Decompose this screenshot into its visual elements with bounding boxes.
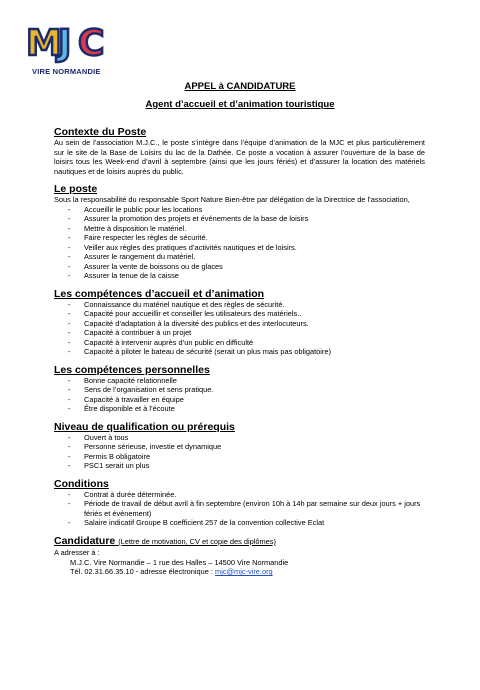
logo-letter-m: M — [26, 23, 62, 64]
list-item: - Capacité pour accueillir et conseiller les utilisateurs des matériels.. — [68, 309, 425, 319]
candidature-note: (Lettre de motivation, CV et copie des diplômes) — [118, 536, 276, 546]
section-heading-candidature: Candidature — [54, 534, 116, 547]
list-item: - Salaire indicatif Groupe B coefficient 257 de la convention collective Eclat — [68, 518, 425, 528]
poste-list — [68, 205, 425, 281]
list-item: - Personne sérieuse, investie et dynamique — [68, 442, 425, 452]
email-link[interactable]: mjc@mjc-vire.org — [215, 567, 273, 577]
job-title: Agent d’accueil et d’animation touristique — [145, 99, 335, 110]
list-item: - Être disponible et à l’écoute — [68, 404, 425, 414]
list-item: - Bonne capacité relationnelle — [68, 376, 425, 386]
competences-personnelles-list — [68, 376, 425, 414]
list-item: - Capacité à travailler en équipe — [68, 395, 425, 405]
section-heading-contexte: Contexte du Poste — [54, 126, 147, 138]
list-item: - Assurer la vente de boissons ou de glaces — [68, 262, 425, 272]
postal-address: M.J.C. Vire Normandie – 1 rue des Halles – 14500 Vire Normandie — [70, 557, 289, 567]
list-item: - Faire respecter les règles de sécurité. — [68, 233, 425, 243]
list-item: - Ouvert à tous — [68, 433, 425, 443]
contact-prefix: Tél. 02.31.66.35.10 - adresse électronique : — [70, 567, 213, 577]
conditions-list — [68, 490, 425, 528]
logo-letter-c: C — [78, 23, 105, 64]
candidature-details — [54, 548, 425, 577]
logo-letter-j: J — [58, 23, 72, 64]
logo-letters — [26, 22, 108, 66]
section-heading-poste: Le poste — [54, 183, 98, 196]
list-item: - Capacité à contribuer à un projet — [68, 328, 425, 338]
list-item: - Connaissance du matériel nautique et des règles de sécurité. — [68, 300, 425, 310]
section-heading-qualification: Niveau de qualification ou prérequis — [54, 420, 235, 433]
list-item: - PSC1 serait un plus — [68, 461, 425, 471]
list-item: - Sens de l’organisation et sens pratique. — [68, 385, 425, 395]
document-body — [54, 126, 425, 577]
section-heading-competences-accueil: Les compétences d’accueil et d’animation — [54, 287, 265, 300]
list-item: - Accueillir le public pour les locations — [68, 205, 425, 215]
list-item: - Mettre à disposition le matériel. — [68, 224, 425, 234]
address-label: A adresser à : — [54, 547, 100, 557]
list-item: - Capacité à piloter le bateau de sécurité (serait un plus mais pas obligatoire) — [68, 347, 425, 357]
page-title: APPEL à CANDIDATURE — [184, 81, 296, 92]
contact-line — [54, 567, 425, 577]
list-item: - Assurer la tenue de la caisse — [68, 271, 425, 281]
list-item: - Veiller aux règles des pratiques d’activités nautiques et de loisirs. — [68, 243, 425, 253]
qualification-list — [68, 433, 425, 471]
list-item: - Assurer la promotion des projets et événements de la base de loisirs — [68, 214, 425, 224]
list-item: - Assurer le rangement du matériel. — [68, 252, 425, 262]
section-heading-conditions: Conditions — [54, 477, 109, 490]
candidature-heading-line — [54, 535, 425, 548]
poste-intro: Sous la responsabilité du responsable Sport Nature Bien-être par délégation de la Directrice de l’association, — [54, 195, 410, 205]
list-item: - Contrat à durée déterminée. — [68, 490, 425, 500]
list-item: - Capacité d’adaptation à la diversité des publics et des interlocuteurs. — [68, 319, 425, 329]
logo-subtitle: VIRE NORMANDIE — [32, 67, 101, 76]
section-heading-competences-personnelles: Les compétences personnelles — [54, 363, 210, 376]
mjc-logo — [26, 22, 108, 80]
list-item: - Capacité à intervenir auprès d’un public en difficulté — [68, 338, 425, 348]
list-item: - Période de travail de début avril à fin septembre (environ 10h à 14h par semaine sur deux jours + jours fériés et événement) — [68, 499, 425, 518]
contexte-paragraph: Au sein de l’association M.J.C., le poste s’intègre dans l’équipe d’animation de la MJC et plus particulièrement sur le site de la Base de Loisirs du lac de la Dathée. Ce poste a vocation à assurer l’ouverture de la base de loisirs tous les Week-end d’avril à septembre (ainsi que les jours fériés) et d’assurer la location des matériels nautiques et de loisirs auprès du public. — [54, 138, 425, 176]
list-item: - Permis B obligatoire — [68, 452, 425, 462]
competences-accueil-list — [68, 300, 425, 357]
